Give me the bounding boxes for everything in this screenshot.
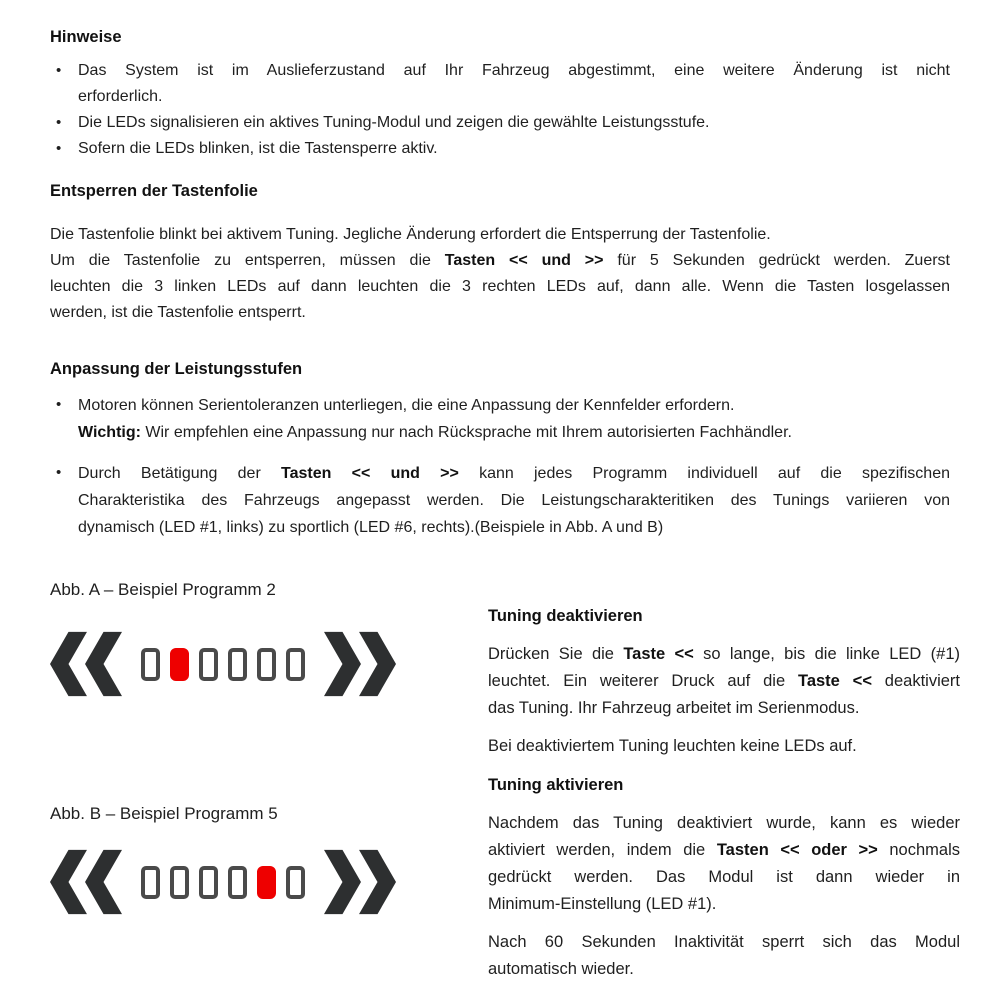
led-indicator	[141, 866, 160, 899]
led-strip	[141, 866, 305, 899]
text-line: Nachdem das Tuning deaktiviert wurde, kann es wieder	[488, 814, 960, 832]
bullet-item	[50, 58, 950, 110]
bullet-dot: •	[56, 464, 62, 481]
led-indicator	[228, 866, 247, 899]
paragraph	[488, 641, 960, 722]
bullet-item	[50, 110, 950, 136]
text-line: erforderlich.	[78, 88, 163, 105]
text-line	[488, 668, 960, 695]
text-line: Das System ist im Auslieferzustand auf Ihr Fahrzeug abgestimmt, eine weitere Änderung ist nicht	[78, 62, 950, 79]
chevrons-right-icon	[324, 631, 396, 697]
paragraph	[488, 733, 960, 760]
led-indicator	[286, 866, 305, 899]
text-segment: Durch Betätigung der	[78, 465, 282, 482]
chevrons-left-icon	[50, 849, 122, 915]
figures-column	[50, 541, 488, 983]
text-line: Nach 60 Sekunden Inaktivität sperrt sich das Modul	[488, 933, 960, 951]
bold-segment: Taste <<	[797, 672, 872, 690]
bullet-dot: •	[56, 396, 62, 413]
bullet-item	[50, 136, 950, 162]
text-line: Sofern die LEDs blinken, ist die Tastensperre aktiv.	[78, 140, 438, 157]
text-segment: Wir empfehlen eine Anpassung nur nach Rücksprache mit Ihrem autorisierten Fachhändler.	[140, 424, 792, 441]
led-indicator	[199, 648, 218, 681]
section-entsperren	[50, 178, 950, 326]
tuning-column	[488, 541, 960, 983]
text-line: gedrückt werden. Das Modul ist dann wieder in	[488, 868, 960, 886]
bold-segment: Wichtig:	[78, 424, 141, 441]
text-line: Minimum-Einstellung (LED #1).	[488, 895, 717, 913]
bold-segment: Taste <<	[623, 645, 694, 663]
figure-a-label: Abb. A – Beispiel Programm 2	[50, 580, 276, 599]
text-line: Motoren können Serientoleranzen unterliegen, die eine Anpassung der Kennfelder erfordern.	[78, 397, 735, 414]
led-display-b	[50, 849, 488, 915]
text-segment: so lange, bis die linke LED (#1)	[693, 645, 960, 663]
text-line: Die LEDs signalisieren ein aktives Tuning-Modul und zeigen die gewählte Leistungsstufe.	[78, 114, 710, 131]
text-segment: Drücken Sie die	[488, 645, 624, 663]
led-indicator	[141, 648, 160, 681]
bullet-dot: •	[56, 114, 62, 131]
text-line: automatisch wieder.	[488, 960, 634, 978]
figure-b-label: Abb. B – Beispiel Programm 5	[50, 804, 278, 823]
paragraph	[488, 810, 960, 918]
entsperren-heading: Entsperren der Tastenfolie	[50, 182, 258, 200]
led-display-a	[50, 631, 488, 697]
text-line	[78, 419, 950, 446]
text-line: werden, ist die Tastenfolie entsperrt.	[50, 304, 306, 321]
text-segment: leuchtet. Ein weiterer Druck auf die	[488, 672, 798, 690]
bold-segment: Tasten << und >>	[281, 465, 459, 482]
led-indicator	[170, 866, 189, 899]
tuning-aktivieren-heading: Tuning aktivieren	[488, 776, 624, 794]
text-segment: aktiviert werden, indem die	[488, 841, 717, 859]
text-line: Bei deaktiviertem Tuning leuchten keine LEDs auf.	[488, 737, 857, 755]
text-segment: kann jedes Programm individuell auf die spezifischen	[458, 465, 951, 482]
text-line: dynamisch (LED #1, links) zu sportlich (LED #6, rechts).(Beispiele in Abb. A und B)	[78, 519, 664, 536]
bullet-item	[50, 460, 950, 541]
text-line: leuchten die 3 linken LEDs auf dann leuchten die 3 rechten LEDs auf, dann alle. Wenn die Tasten losgelassen	[50, 278, 950, 295]
section-anpassung	[50, 356, 950, 541]
hinweise-heading: Hinweise	[50, 28, 122, 46]
text-line	[488, 641, 960, 668]
bold-segment: Tasten << und >>	[444, 252, 604, 269]
bullet-item	[50, 392, 950, 446]
text-line	[78, 460, 950, 487]
text-line: Die Tastenfolie blinkt bei aktivem Tuning. Jegliche Änderung erfordert die Entsperrung der Tastenfolie.	[50, 226, 771, 243]
led-strip	[141, 648, 305, 681]
bullet-text	[78, 58, 950, 110]
led-indicator	[199, 866, 218, 899]
text-segment: deaktiviert	[871, 672, 960, 690]
bold-segment: Tasten << oder >>	[716, 841, 878, 859]
bullet-text	[78, 110, 950, 136]
text-line: das Tuning. Ihr Fahrzeug arbeitet im Serienmodus.	[488, 699, 860, 717]
section-hinweise	[50, 24, 950, 162]
text-line: Charakteristika des Fahrzeugs angepasst werden. Die Leistungscharakteritiken des Tunings variieren von	[78, 492, 950, 509]
anpassung-heading: Anpassung der Leistungsstufen	[50, 360, 303, 378]
bullet-text	[78, 136, 950, 162]
led-indicator	[286, 648, 305, 681]
text-segment: für 5 Sekunden gedrückt werden. Zuerst	[603, 252, 950, 269]
led-indicator	[170, 648, 189, 681]
bullet-text	[78, 392, 950, 446]
led-indicator	[257, 866, 276, 899]
text-segment: Um die Tastenfolie zu entsperren, müssen die	[50, 252, 445, 269]
chevrons-right-icon	[324, 849, 396, 915]
bullet-dot: •	[56, 140, 62, 157]
text-segment: nochmals	[877, 841, 960, 859]
led-indicator	[228, 648, 247, 681]
chevrons-left-icon	[50, 631, 122, 697]
tuning-deaktivieren-heading: Tuning deaktivieren	[488, 607, 643, 625]
bullet-text	[78, 460, 950, 541]
text-line	[50, 248, 950, 274]
columns-area	[50, 541, 960, 983]
bullet-dot: •	[56, 62, 62, 79]
text-line	[488, 837, 960, 864]
led-indicator	[257, 648, 276, 681]
